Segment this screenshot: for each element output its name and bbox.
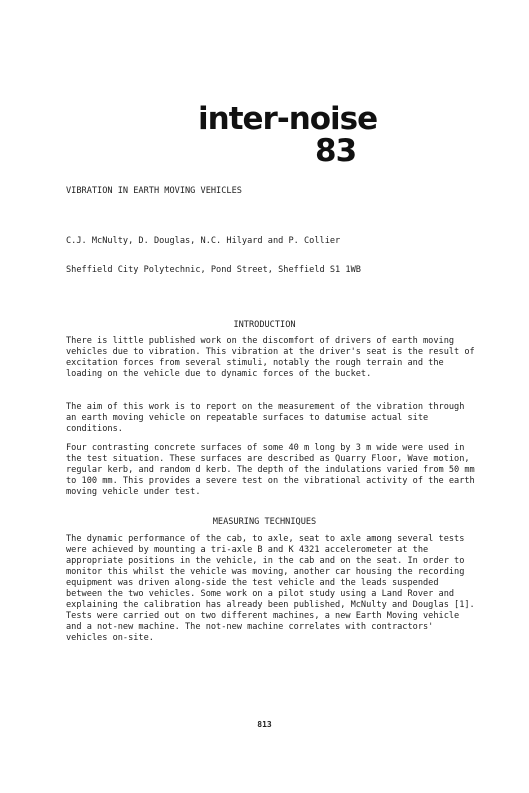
intro-paragraph-2: The aim of this work is to report on the measurement of the vibration through an earth moving vehicle on repeatable surfaces to datumise actual site conditions. [66, 402, 465, 434]
intro-paragraph-3: Four contrasting concrete surfaces of some 40 m long by 3 m wide were used in the test situation. These surfaces are described as Quarry Floor, Wave motion, regular kerb, and random d kerb. The depth of the indulations varied from 50 mm to 100 mm. This provides a severe test on the vibrational activity of the earth moving vehicle under test. [66, 443, 475, 497]
page-number: 813 [257, 720, 272, 729]
paper-authors: C.J. McNulty, D. Douglas, N.C. Hilyard and P. Collier [66, 236, 341, 246]
measuring-paragraph-1: The dynamic performance of the cab, to axle, seat to axle among several tests were achieved by mounting a tri-axle B and K 4321 accelerometer at the appropriate positions in the vehicle, in the cab and on the seat. In order to monitor this whilst the vehicle was moving, another car housing the recording equipment was driven along-side the test vehicle and the leads suspended between the two vehicles. Some work on a pilot study using a Land Rover and explaining the calibration has already been published, McNulty and Douglas [1]. Tests were carried out on two different machines, a new Earth Moving vehicle and a not-new machine. The not-new machine correlates with contractors' vehicles on-site. [66, 534, 475, 643]
logo-text-inter-noise: inter-noise [198, 101, 378, 137]
intro-paragraph-1: There is little published work on the discomfort of drivers of earth moving vehicles due to vibration. This vibration at the driver's seat is the result of excitation forces from several stimuli, notably the rough terrain and the loading on the vehicle due to dynamic forces of the bucket. [66, 336, 475, 379]
paper-affiliation: Sheffield City Polytechnic, Pond Street, Sheffield S1 1WB [66, 265, 361, 275]
section-heading-measuring-techniques: MEASURING TECHNIQUES [212, 517, 317, 527]
paper-title: VIBRATION IN EARTH MOVING VEHICLES [66, 186, 242, 196]
logo-text-year: 83 [315, 133, 357, 169]
section-heading-introduction: INTRODUCTION [233, 320, 296, 330]
